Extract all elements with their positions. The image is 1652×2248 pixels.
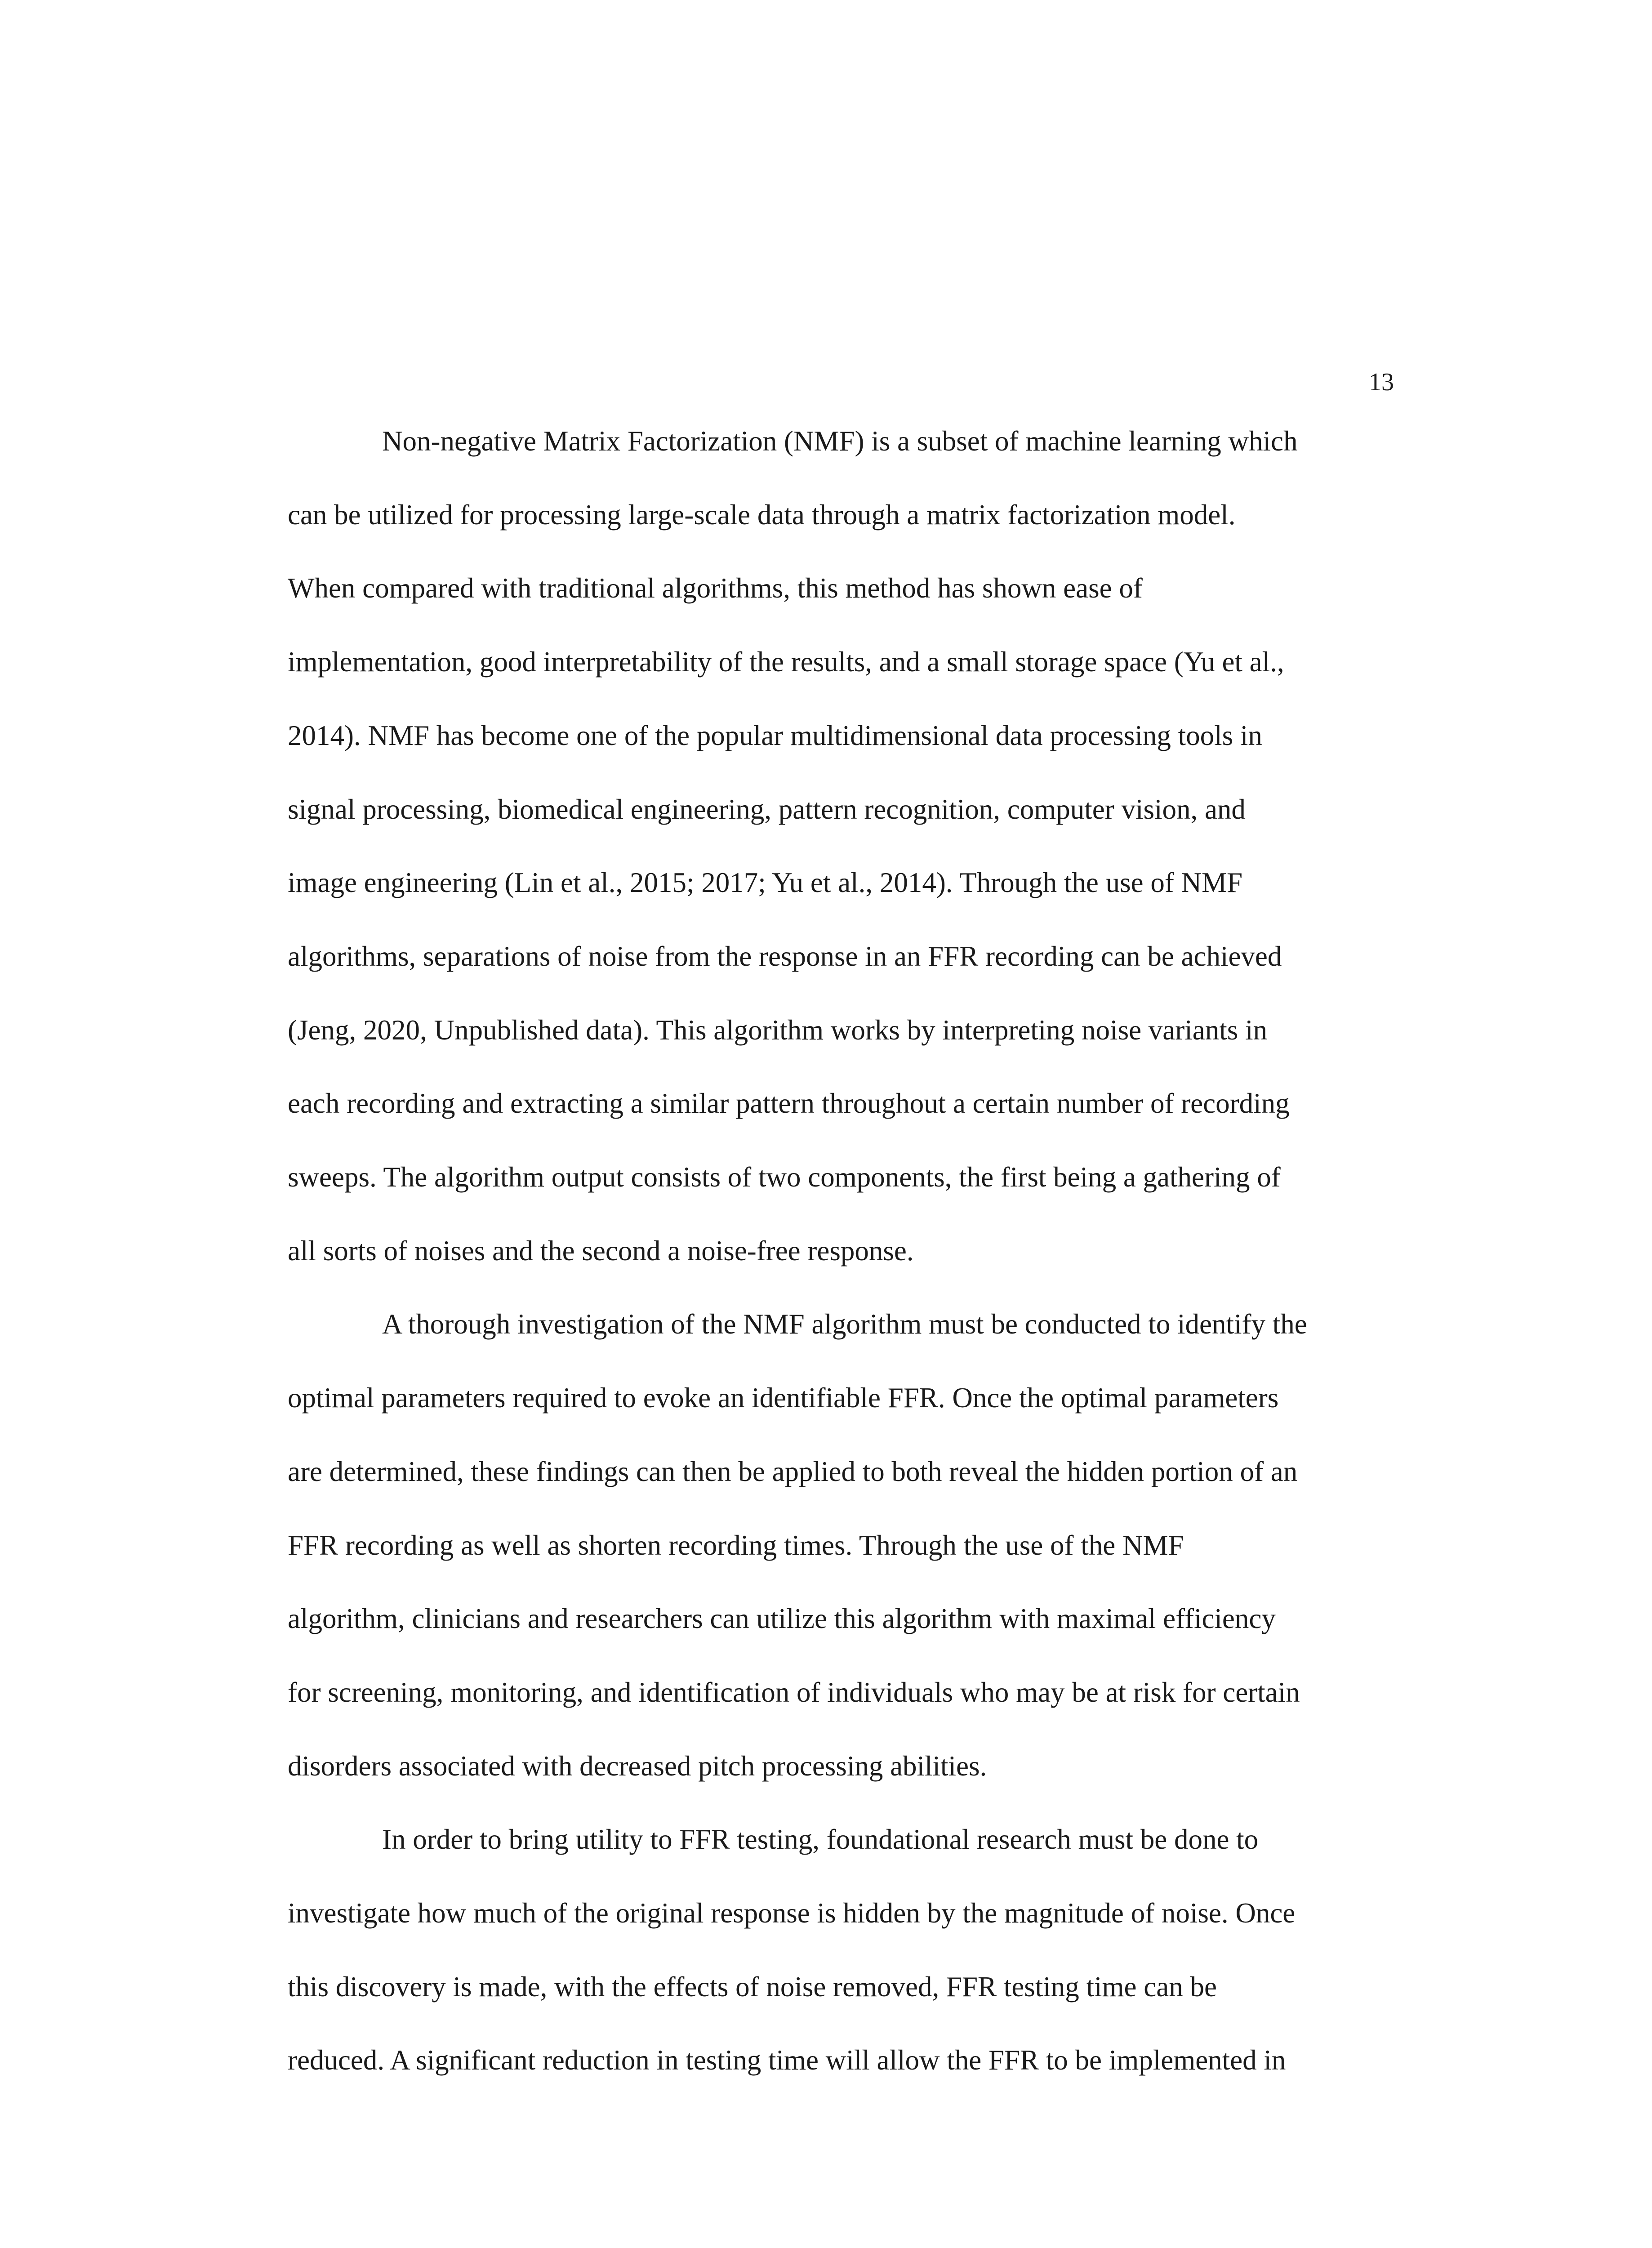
text-line: investigate how much of the original response is hidden by the magnitude of noise. Once — [288, 1897, 1296, 1929]
text-line: algorithms, separations of noise from the response in an FFR recording can be achieved — [288, 940, 1282, 972]
paragraph-1 — [288, 405, 1434, 1288]
text-line: this discovery is made, with the effects of noise removed, FFR testing time can be — [288, 1971, 1217, 2003]
text-line: sweeps. The algorithm output consists of two components, the first being a gathering of — [288, 1161, 1281, 1193]
text-line: signal processing, biomedical engineering, pattern recognition, computer vision, and — [288, 793, 1246, 825]
text-line: algorithm, clinicians and researchers can utilize this algorithm with maximal efficiency — [288, 1603, 1276, 1635]
text-line: for screening, monitoring, and identification of individuals who may be at risk for certain — [288, 1676, 1300, 1708]
text-line: 2014). NMF has become one of the popular multidimensional data processing tools in — [288, 719, 1262, 751]
page-number: 13 — [1369, 368, 1394, 396]
text-line: all sorts of noises and the second a noise-free response. — [288, 1235, 914, 1267]
text-line: disorders associated with decreased pitch processing abilities. — [288, 1750, 987, 1782]
text-line: When compared with traditional algorithms, this method has shown ease of — [288, 572, 1143, 604]
paragraph-3 — [288, 1803, 1434, 2097]
text-line: FFR recording as well as shorten recording times. Through the use of the NMF — [288, 1529, 1184, 1561]
text-line: are determined, these findings can then be applied to both reveal the hidden portion of an — [288, 1455, 1298, 1487]
text-line: image engineering (Lin et al., 2015; 2017; Yu et al., 2014). Through the use of NMF — [288, 867, 1243, 899]
text-line: reduced. A significant reduction in testing time will allow the FFR to be implemented in — [288, 2044, 1286, 2076]
text-line: Non-negative Matrix Factorization (NMF) is a subset of machine learning which — [382, 425, 1298, 457]
text-line: each recording and extracting a similar pattern throughout a certain number of recording — [288, 1088, 1290, 1120]
text-line: (Jeng, 2020, Unpublished data). This algorithm works by interpreting noise variants in — [288, 1014, 1267, 1046]
text-line: A thorough investigation of the NMF algorithm must be conducted to identify the — [382, 1308, 1307, 1340]
text-line: optimal parameters required to evoke an identifiable FFR. Once the optimal parameters — [288, 1382, 1279, 1414]
text-line: implementation, good interpretability of the results, and a small storage space (Yu et al., — [288, 646, 1284, 678]
paragraph-2 — [288, 1288, 1434, 1803]
text-line: can be utilized for processing large-scale data through a matrix factorization model. — [288, 499, 1236, 531]
body-text — [288, 405, 1434, 2097]
text-line: In order to bring utility to FFR testing, foundational research must be done to — [382, 1824, 1259, 1855]
